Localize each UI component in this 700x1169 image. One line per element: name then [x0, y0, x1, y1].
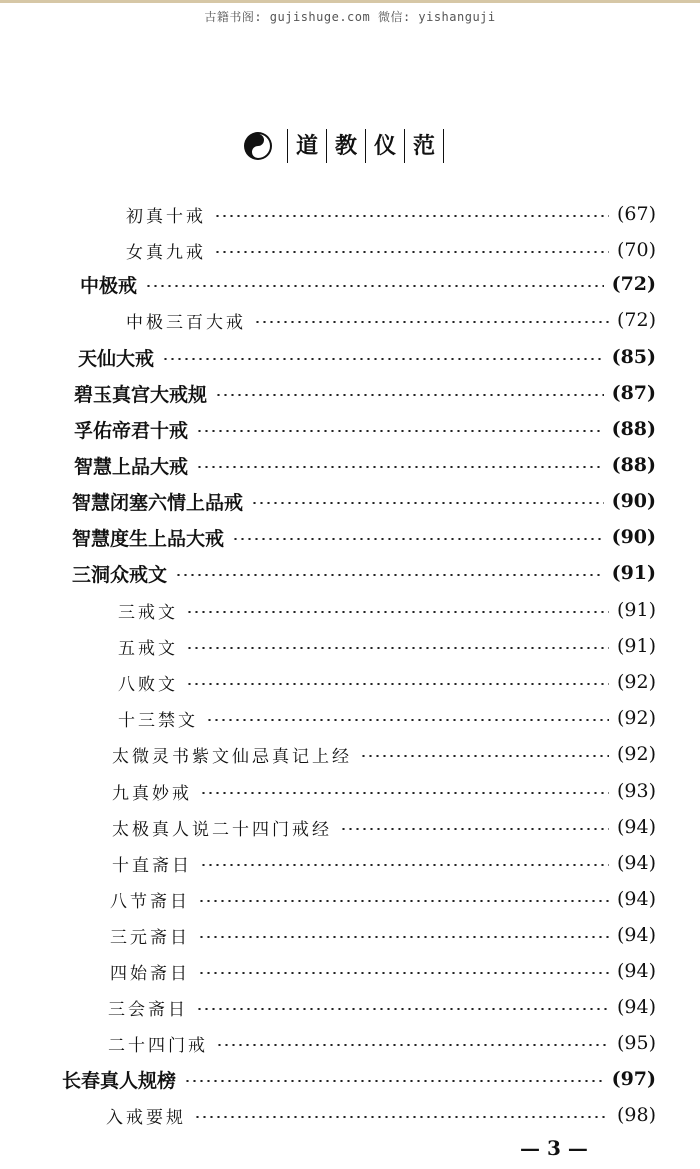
toc-entry-page: (90): [611, 490, 656, 512]
toc-entry-title: 三会斋日: [108, 999, 188, 1020]
toc-entry-title: 十直斋日: [112, 855, 192, 876]
toc-entry-page: (72): [611, 273, 656, 295]
toc-entry-page: (94): [616, 960, 656, 982]
toc-entry-page: (91): [616, 635, 656, 657]
dot-leader: [186, 683, 609, 685]
toc-entry[interactable]: [74, 375, 656, 411]
toc-entry[interactable]: [112, 773, 656, 809]
toc-entry[interactable]: [108, 1025, 656, 1061]
toc-entry[interactable]: [118, 628, 656, 664]
toc-entry-title: 中极三百大戒: [126, 312, 246, 333]
dot-leader: [200, 864, 609, 866]
toc-entry-title: 八节斋日: [110, 891, 190, 912]
toc-entry[interactable]: [106, 1097, 656, 1133]
toc-entry-title: 四始斋日: [110, 963, 190, 984]
dot-leader: [200, 792, 609, 794]
toc-entry[interactable]: [74, 411, 656, 447]
toc-entry-title: 初真十戒: [126, 206, 206, 227]
toc-entry[interactable]: [112, 845, 656, 881]
toc-entry-title: 五戒文: [118, 638, 178, 659]
toc-entry[interactable]: [126, 302, 656, 338]
toc-entry-title: 三戒文: [118, 602, 178, 623]
toc-entry-title: 智慧上品大戒: [74, 455, 189, 478]
dot-leader: [254, 321, 609, 323]
toc-entry-page: (67): [616, 203, 656, 225]
toc-entry[interactable]: [72, 519, 656, 555]
toc-entry-page: (90): [611, 526, 656, 548]
dot-leader: [198, 972, 609, 974]
toc-entry-page: (93): [616, 780, 656, 802]
toc-entry-title: 二十四门戒: [108, 1035, 208, 1056]
toc-entry-page: (92): [616, 743, 656, 765]
toc-entry-page: (94): [616, 888, 656, 910]
toc-entry[interactable]: [126, 232, 656, 268]
toc-entry[interactable]: [112, 736, 656, 772]
dot-leader: [196, 466, 604, 468]
toc-entry-page: (94): [616, 816, 656, 838]
toc-entry-title: 三洞众戒文: [72, 563, 168, 586]
dot-leader: [340, 828, 609, 830]
toc-entry-title: 碧玉真宫大戒规: [74, 383, 208, 406]
toc-entry[interactable]: [78, 339, 656, 375]
toc-entry[interactable]: [80, 266, 656, 302]
taiji-icon: [243, 131, 273, 161]
section-header: [243, 126, 444, 166]
toc-entry-title: 天仙大戒: [78, 347, 155, 370]
dot-leader: [162, 358, 604, 360]
dot-leader: [194, 1116, 609, 1118]
toc-entry[interactable]: [62, 1061, 656, 1097]
toc-entry[interactable]: [110, 917, 656, 953]
toc-entry-page: (91): [616, 599, 656, 621]
watermark-text: 古籍书阁: gujishuge.com 微信: yishanguji: [204, 10, 496, 24]
toc-entry[interactable]: [74, 447, 656, 483]
dot-leader: [251, 502, 604, 504]
toc-entry-title: 入戒要规: [106, 1107, 186, 1128]
toc-entry-page: (87): [611, 382, 656, 404]
toc-entry-page: (91): [611, 562, 656, 584]
toc-entry[interactable]: [112, 809, 656, 845]
toc-entry-title: 长春真人规榜: [62, 1069, 177, 1092]
toc-entry-title: 中极戒: [80, 274, 138, 297]
toc-entry[interactable]: [118, 700, 656, 736]
toc-entry-page: (94): [616, 924, 656, 946]
toc-entry[interactable]: [110, 953, 656, 989]
toc-entry-page: (92): [616, 707, 656, 729]
dot-leader: [175, 574, 604, 576]
dot-leader: [360, 755, 609, 757]
toc-entry-title: 八败文: [118, 674, 178, 695]
dot-leader: [216, 1044, 609, 1046]
toc-entry[interactable]: [126, 196, 656, 232]
toc-entry-title: 太微灵书紫文仙忌真记上经: [112, 746, 352, 767]
toc-entry-page: (72): [616, 309, 656, 331]
toc-entry-title: 九真妙戒: [112, 783, 192, 804]
toc-entry-page: (98): [616, 1104, 656, 1126]
dot-leader: [198, 900, 609, 902]
dot-leader: [198, 936, 609, 938]
toc-entry-page: (94): [616, 996, 656, 1018]
header-char: 教: [326, 129, 365, 163]
toc-entry-page: (85): [611, 346, 656, 368]
header-char: 道: [287, 129, 326, 163]
toc-entry-title: 三元斋日: [110, 927, 190, 948]
header-char: 范: [404, 129, 444, 163]
dot-leader: [196, 1008, 609, 1010]
toc-entry-page: (92): [616, 671, 656, 693]
toc-entry-title: 太极真人说二十四门戒经: [112, 819, 332, 840]
dot-leader: [206, 719, 609, 721]
page-number: — 3 —: [520, 1136, 588, 1160]
toc-entry[interactable]: [72, 483, 656, 519]
toc-entry-title: 女真九戒: [126, 242, 206, 263]
toc-entry[interactable]: [110, 881, 656, 917]
toc-entry-title: 孚佑帝君十戒: [74, 419, 189, 442]
toc-entry-page: (95): [616, 1032, 656, 1054]
dot-leader: [196, 430, 604, 432]
dot-leader: [215, 394, 604, 396]
toc-entry-title: 智慧度生上品大戒: [72, 527, 225, 550]
dot-leader: [186, 647, 609, 649]
dot-leader: [232, 538, 604, 540]
toc-entry-page: (94): [616, 852, 656, 874]
toc-entry-page: (97): [611, 1068, 656, 1090]
toc-entry[interactable]: [118, 664, 656, 700]
toc-entry[interactable]: [108, 989, 656, 1025]
toc-entry-page: (88): [611, 418, 656, 440]
dot-leader: [214, 215, 609, 217]
top-border: [0, 0, 700, 3]
dot-leader: [145, 285, 604, 287]
toc-entry[interactable]: [118, 592, 656, 628]
dot-leader: [186, 611, 609, 613]
toc-entry-page: (70): [616, 239, 656, 261]
toc-entry-title: 智慧闭塞六情上品戒: [72, 491, 244, 514]
toc-entry[interactable]: [72, 555, 656, 591]
dot-leader: [214, 251, 609, 253]
toc-entry-title: 十三禁文: [118, 710, 198, 731]
toc-entry-page: (88): [611, 454, 656, 476]
header-char: 仪: [365, 129, 404, 163]
dot-leader: [184, 1080, 604, 1082]
